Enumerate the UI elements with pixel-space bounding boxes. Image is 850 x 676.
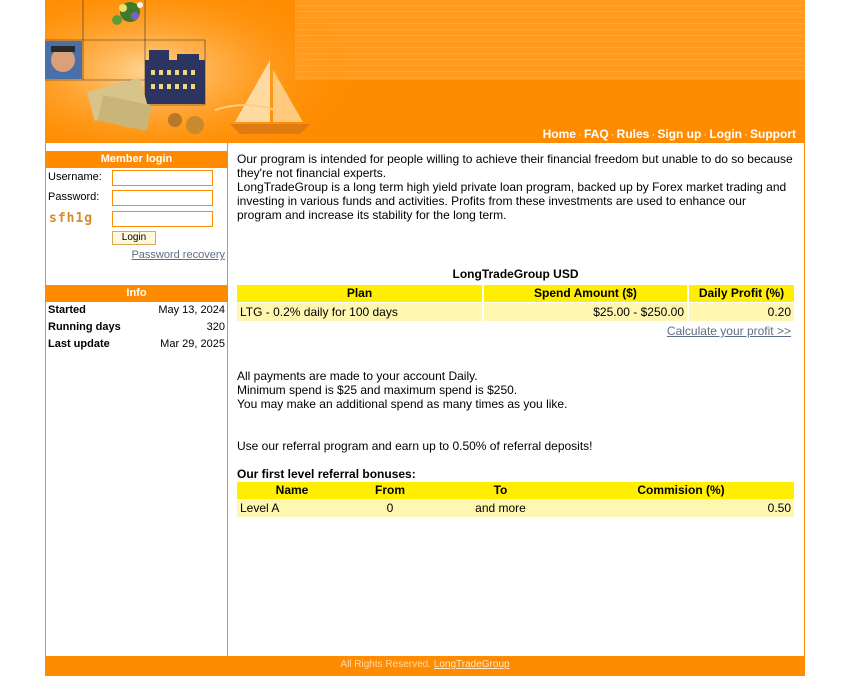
- plan-amount-cell: $25.00 - $250.00: [484, 303, 687, 321]
- referral-title: Our first level referral bonuses:: [237, 467, 416, 481]
- plans-header-plan: Plan: [237, 285, 482, 302]
- calculate-profit-link[interactable]: Calculate your profit >>: [666, 324, 791, 338]
- intro-paragraph-1: Our program is intended for people willing to achieve their financial freedom but unable to do so because they're not financial experts.: [237, 152, 793, 180]
- top-navigation: [543, 127, 796, 141]
- header-stripes: [295, 0, 805, 80]
- login-button[interactable]: Login: [112, 231, 156, 245]
- info-value: Mar 29, 2025: [160, 338, 225, 350]
- plan-name-cell: LTG - 0.2% daily for 100 days: [237, 303, 482, 321]
- content-frame: [45, 143, 805, 656]
- plans-header-amount: Spend Amount ($): [484, 285, 687, 302]
- intro-paragraph-2: LongTradeGroup is a long term high yield private loan program, backed up by Forex market trading and investing in various funds and activities. Profits from these investments are used to enhance our program and increase its stability for the long term.: [237, 180, 787, 222]
- referral-to-cell: and more: [433, 499, 568, 517]
- header-banner: [45, 0, 805, 143]
- footer: [45, 656, 805, 676]
- nav-faq[interactable]: FAQ: [583, 127, 609, 141]
- nav-signup[interactable]: Sign up: [657, 127, 702, 141]
- referral-header-from: From: [347, 482, 433, 499]
- info-heading: Info: [46, 285, 227, 302]
- nav-separator: ·: [703, 127, 708, 141]
- info-row-last-update: [48, 338, 225, 350]
- referral-header-name: Name: [237, 482, 347, 499]
- referral-header-to: To: [433, 482, 568, 499]
- member-login-heading: Member login: [46, 151, 227, 168]
- nav-separator: ·: [577, 127, 582, 141]
- nav-separator: ·: [651, 127, 656, 141]
- nav-rules[interactable]: Rules: [616, 127, 650, 141]
- payments-line-3: You may make an additional spend as many times as you like.: [237, 397, 568, 411]
- info-key: Started: [48, 304, 86, 316]
- nav-support[interactable]: Support: [750, 127, 796, 141]
- payments-line-2: Minimum spend is $25 and maximum spend is $250.: [237, 383, 518, 397]
- referral-from-cell: 0: [347, 499, 433, 517]
- payments-line-1: All payments are made to your account Daily.: [237, 369, 478, 383]
- plans-header-profit: Daily Profit (%): [689, 285, 794, 302]
- captcha-input[interactable]: [112, 211, 213, 227]
- sidebar: [46, 143, 228, 656]
- plan-profit-cell: 0.20: [689, 303, 794, 321]
- info-key: Last update: [48, 338, 110, 350]
- nav-separator: ·: [744, 127, 748, 141]
- info-key: Running days: [48, 321, 121, 333]
- username-label: Username:: [48, 171, 102, 183]
- info-row-started: [48, 304, 225, 316]
- info-row-running-days: [48, 321, 225, 333]
- page: [45, 0, 805, 676]
- nav-home[interactable]: Home: [542, 127, 576, 141]
- password-input[interactable]: [112, 190, 213, 206]
- username-input[interactable]: [112, 170, 213, 186]
- footer-copyright: All Rights Reserved.: [340, 659, 431, 670]
- referral-commission-cell: 0.50: [568, 499, 794, 517]
- password-recovery-link[interactable]: Password recovery: [131, 249, 225, 261]
- password-label: Password:: [48, 191, 100, 203]
- referral-name-cell: Level A: [237, 499, 347, 517]
- referral-intro: Use our referral program and earn up to 0.50% of referral deposits!: [237, 439, 593, 453]
- plans-table-title: LongTradeGroup USD: [452, 267, 579, 281]
- header-collage-art: [45, 0, 345, 143]
- info-value: 320: [206, 321, 225, 333]
- referral-header-commission: Commision (%): [568, 482, 794, 499]
- nav-login[interactable]: Login: [709, 127, 742, 141]
- captcha-image: sfh1g: [49, 211, 94, 226]
- info-value: May 13, 2024: [158, 304, 225, 316]
- footer-site-link[interactable]: LongTradeGroup: [433, 659, 510, 670]
- nav-separator: ·: [610, 127, 615, 141]
